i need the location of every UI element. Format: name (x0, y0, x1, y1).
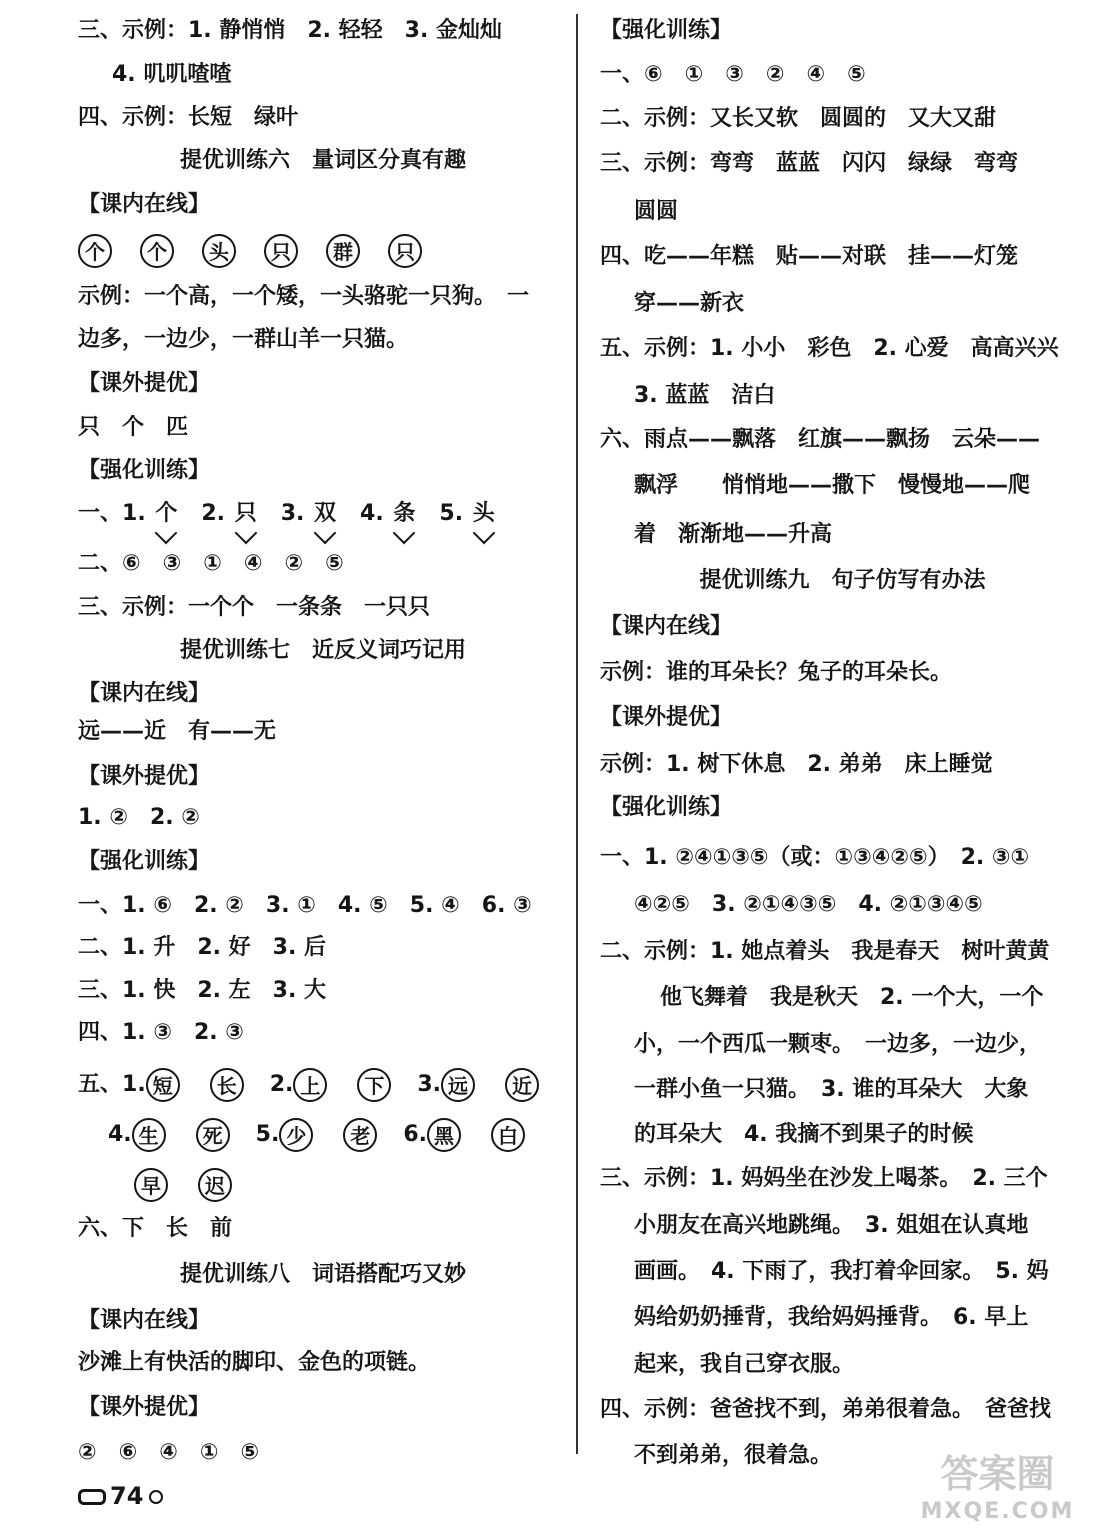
answer-line: 示例：谁的耳朵长？兔子的耳朵长。 (600, 660, 953, 685)
circled-answer: 下 (357, 1068, 391, 1102)
answer-line: 3. 蓝蓝 洁白 (634, 383, 776, 408)
answer-line: 四、1. ③ 2. ③ (78, 1020, 244, 1045)
circled-answer: 个 (78, 234, 112, 268)
answer-line: 【强化训练】 (78, 849, 211, 874)
answer-line: 四、示例：长短 绿叶 (78, 105, 299, 130)
answer-line: 【强化训练】 (78, 458, 211, 483)
circled-answer: 少 (279, 1118, 313, 1152)
item-number: 2. (201, 501, 233, 526)
dot-icon (149, 1490, 163, 1504)
answer-line: 穿——新衣 (634, 291, 745, 316)
circled-answer: 黑 (427, 1118, 461, 1152)
answer-line: 小朋友在高兴地跳绳。 3. 姐姐在认真地 (634, 1213, 1029, 1238)
watermark-text: 答案圈 (940, 1452, 1055, 1496)
answer-line: 四、吃——年糕 贴——对联 挂——灯笼 (600, 244, 1019, 269)
answer-line (78, 499, 519, 529)
answer-line: 示例：1. 树下休息 2. 弟弟 床上睡觉 (600, 752, 993, 777)
answer-line: 【课外提优】 (78, 764, 211, 789)
answer-line: 示例：一个高，一个矮，一头骆驼一只狗。 一 (78, 284, 530, 309)
answer-line: 【强化训练】 (600, 795, 733, 820)
marked-answer: 双 (312, 499, 338, 529)
circled-answer: 只 (388, 234, 422, 268)
answer-line: 一、1. ⑥ 2. ② 3. ① 4. ⑤ 5. ④ 6. ③ (78, 893, 532, 918)
answer-line: 【课内在线】 (600, 614, 733, 639)
answer-line: 4. 叽叽喳喳 (112, 62, 232, 87)
answer-line: 【课外提优】 (78, 371, 211, 396)
page-number: 74 (110, 1482, 144, 1510)
answer-line: 起来，我自己穿衣服。 (634, 1352, 855, 1377)
item-number: 5. (255, 1122, 280, 1147)
answer-line: 三、1. 快 2. 左 3. 大 (78, 978, 326, 1003)
answer-line: 二、1. 升 2. 好 3. 后 (78, 935, 326, 960)
answer-line: 画画。 4. 下雨了，我打着伞回家。 5. 妈 (634, 1259, 1049, 1284)
answer-line: ④②⑤ 3. ②①④③⑤ 4. ②①③④⑤ (634, 892, 983, 917)
answer-line: 三、示例：1. 静悄悄 2. 轻轻 3. 金灿灿 (78, 18, 502, 43)
column-divider (576, 14, 578, 1454)
answer-line (78, 1168, 258, 1202)
circled-answer: 生 (132, 1118, 166, 1152)
answer-line: 一、1. ②④①③⑤（或：①③④②⑤） 2. ③① (600, 845, 1030, 870)
item-number: 1. (122, 1072, 146, 1097)
answer-line: ② ⑥ ④ ① ⑤ (78, 1440, 260, 1465)
answer-line: 六、雨点——飘落 红旗——飘扬 云朵—— (600, 427, 1041, 452)
item-number: 3. (280, 501, 313, 526)
answer-line: 的耳朵大 4. 我摘不到果子的时候 (634, 1122, 974, 1147)
item-number: 5. (439, 501, 471, 526)
item-number: 4. (108, 1122, 132, 1147)
answer-line: 二、示例：1. 她点着头 我是春天 树叶黄黄 (600, 939, 1050, 964)
answer-line: 【课内在线】 (78, 1308, 211, 1333)
answer-line: 三、示例：一个个 一条条 一只只 (78, 595, 431, 620)
watermark-logo (905, 1450, 1090, 1536)
answer-line: 只 个 匹 (78, 415, 189, 440)
section-heading: 提优训练八 词语搭配巧又妙 (179, 1262, 466, 1287)
circled-answer: 上 (293, 1068, 327, 1102)
circled-answer: 老 (343, 1118, 377, 1152)
circled-answer: 近 (505, 1068, 539, 1102)
circled-answer: 长 (210, 1068, 244, 1102)
answer-line: 【课内在线】 (78, 681, 211, 706)
circled-answer: 个 (140, 234, 174, 268)
circled-answer: 白 (491, 1118, 525, 1152)
answer-line: 【课外提优】 (78, 1395, 211, 1420)
answer-line: 一、⑥ ① ③ ② ④ ⑤ (600, 62, 866, 87)
section-heading: 提优训练六 量词区分真有趣 (179, 148, 466, 173)
answer-line (78, 1068, 565, 1102)
circled-answer: 头 (202, 234, 236, 268)
answer-line: 四、示例：爸爸找不到，弟弟很着急。 爸爸找 (600, 1397, 1052, 1422)
answer-line: 他飞舞着 我是秋天 2. 一个大，一个 (660, 985, 1044, 1010)
circled-answer: 群 (326, 234, 360, 268)
answer-line: 六、下 长 前 (78, 1216, 233, 1241)
circled-answer: 迟 (198, 1168, 232, 1202)
answer-line: 五、示例：1. 小小 彩色 2. 心爱 高高兴兴 (600, 336, 1059, 361)
item-prefix: 五、 (78, 1072, 123, 1097)
answer-line: 二、示例：又长又软 圆圆的 又大又甜 (600, 106, 997, 131)
marked-answer: 个 (153, 499, 179, 529)
answer-line: 圆圆 (634, 199, 679, 224)
item-number: 6. (403, 1122, 428, 1147)
answer-line: 飘浮 悄悄地——撒下 慢慢地——爬 (634, 473, 1031, 498)
answer-line: 远——近 有——无 (78, 719, 277, 744)
answer-line: 妈给奶奶捶背，我给妈妈捶背。 6. 早上 (634, 1305, 1029, 1330)
answer-line: 三、示例：弯弯 蓝蓝 闪闪 绿绿 弯弯 (600, 151, 1019, 176)
item-number: 3. (417, 1072, 442, 1097)
answer-line: 1. ② 2. ② (78, 805, 200, 830)
answer-line: 二、⑥ ③ ① ④ ② ⑤ (78, 551, 344, 576)
page-footer (78, 1480, 163, 1512)
answer-line: 【课内在线】 (78, 192, 211, 217)
answer-line: 【强化训练】 (600, 18, 733, 43)
answer-line: 小，一个西瓜一颗枣。 一边多，一边少， (634, 1032, 1042, 1057)
marked-answer: 头 (471, 499, 497, 529)
answer-line: 沙滩上有快活的脚印、金色的项链。 (78, 1350, 431, 1375)
answer-line: 三、示例：1. 妈妈坐在沙发上喝茶。 2. 三个 (600, 1166, 1048, 1191)
marked-answer: 条 (391, 499, 417, 529)
book-icon (78, 1489, 106, 1505)
circled-answer: 早 (134, 1168, 168, 1202)
answer-line: 不到弟弟，很着急。 (634, 1443, 833, 1468)
answer-line (78, 1118, 551, 1152)
marked-answer: 只 (233, 499, 259, 529)
watermark-url: MXQE.COM (920, 1499, 1075, 1524)
answer-line: 一群小鱼一只猫。 3. 谁的耳朵大 大象 (634, 1077, 1029, 1102)
section-heading: 提优训练七 近反义词巧记用 (179, 638, 466, 663)
item-number: 2. (269, 1072, 294, 1097)
item-prefix: 一、 (78, 501, 123, 526)
item-number: 4. (360, 501, 392, 526)
answer-line: 【课外提优】 (600, 705, 733, 730)
answer-line (78, 234, 450, 268)
circled-answer: 远 (441, 1068, 475, 1102)
circled-answer: 死 (196, 1118, 230, 1152)
circled-answer: 只 (264, 234, 298, 268)
item-number: 1. (122, 501, 154, 526)
circled-answer: 短 (146, 1068, 180, 1102)
answer-line: 着 渐渐地——升高 (634, 522, 833, 547)
answer-line: 边多，一边少，一群山羊一只猫。 (78, 327, 409, 352)
section-heading: 提优训练九 句子仿写有办法 (699, 568, 986, 593)
